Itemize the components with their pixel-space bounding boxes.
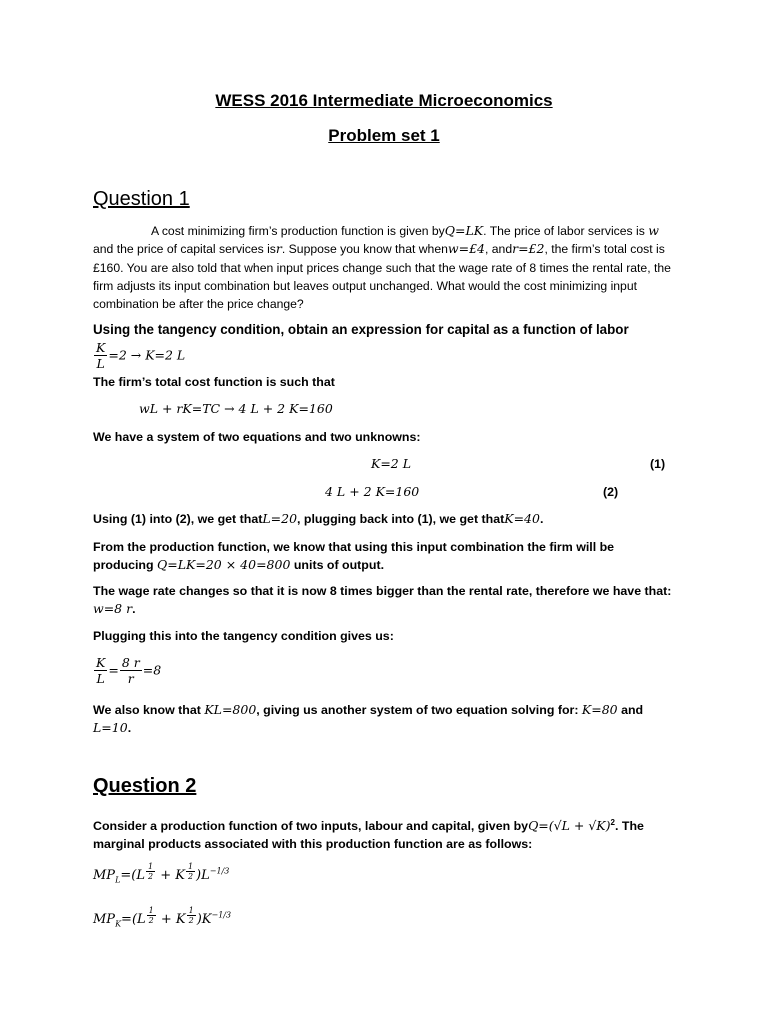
solution-line: Using (1) into (2), we get thatL=20, plugging back into (1), we get thatK=40. [93,511,544,526]
final-answer-paragraph: We also know that KL=800, giving us another system of two equation solving for: K=80 and L=10. [93,702,644,736]
plugging-heading: Plugging this into the tangency condition gives us: [93,629,394,643]
marginal-product-capital: $MP_K=(L$ $^{\frac{1}{2}}$ + K $^{\frac{1}{2}}$ )$K^{-1/3}$ [93,906,232,929]
tangency-heading: Using the tangency condition, obtain an expression for capital as a function of labor [93,322,629,337]
question-1-prompt: A cost minimizing firm’s production function is given byQ=LK. The price of labor services is w and the price of capital services isr. Suppose you know that whenw=£4, andr=£2, the firm’s total cost is £160. You are also told that when input prices change such that the wage rate of 8 times the rental rate, the firm adjusts its input combination but leaves output unchanged. What would the cost minimizing input combination be after the price change? [93,223,671,312]
production-paragraph: From the production function, we know that using this input combination the firm will be producing Q=LK=20 × 40=800 units of output. [93,540,615,573]
question-2-heading: Question 2 [93,775,197,797]
question-2-prompt: Consider a production function of two inputs, labour and capital, given $byQ=(√L + √K)^2$. The marginal products associated with this production function are as follows: [93,818,644,852]
marginal-product-labor: $MP_L=(L$ $^{\frac{1}{2}}$ + K $^{\frac{1}{2}}$ )$L^{-1/3}$ [93,862,230,885]
question-1-heading: Question 1 [93,188,190,210]
system-equation-1: K=2 L [371,456,412,471]
total-cost-heading: The firm’s total cost function is such that [93,375,335,389]
system-equation-1-label: (1) [650,457,666,471]
document-subtitle: Problem set 1 [328,126,440,145]
system-heading: We have a system of two equations and two unknowns: [93,430,421,444]
document-title: WESS 2016 Intermediate Microeconomics [215,91,553,110]
system-equation-2: 4 L + 2 K=160 [325,484,420,499]
total-cost-equation: wL + rK=TC → 4 L + 2 K=160 [139,401,333,416]
tangency-equation: $\frac{K}{L}$ =2 → K=2 L [96,340,186,371]
new-tangency-equation: $\frac{K}{L}$ = $\frac{8 r}{r}$ =8 [96,655,162,686]
system-equation-2-label: (2) [603,485,619,499]
wage-paragraph: The wage rate changes so that it is now 8 times bigger than the rental rate, therefore we have that: w=8 r. [93,584,672,617]
